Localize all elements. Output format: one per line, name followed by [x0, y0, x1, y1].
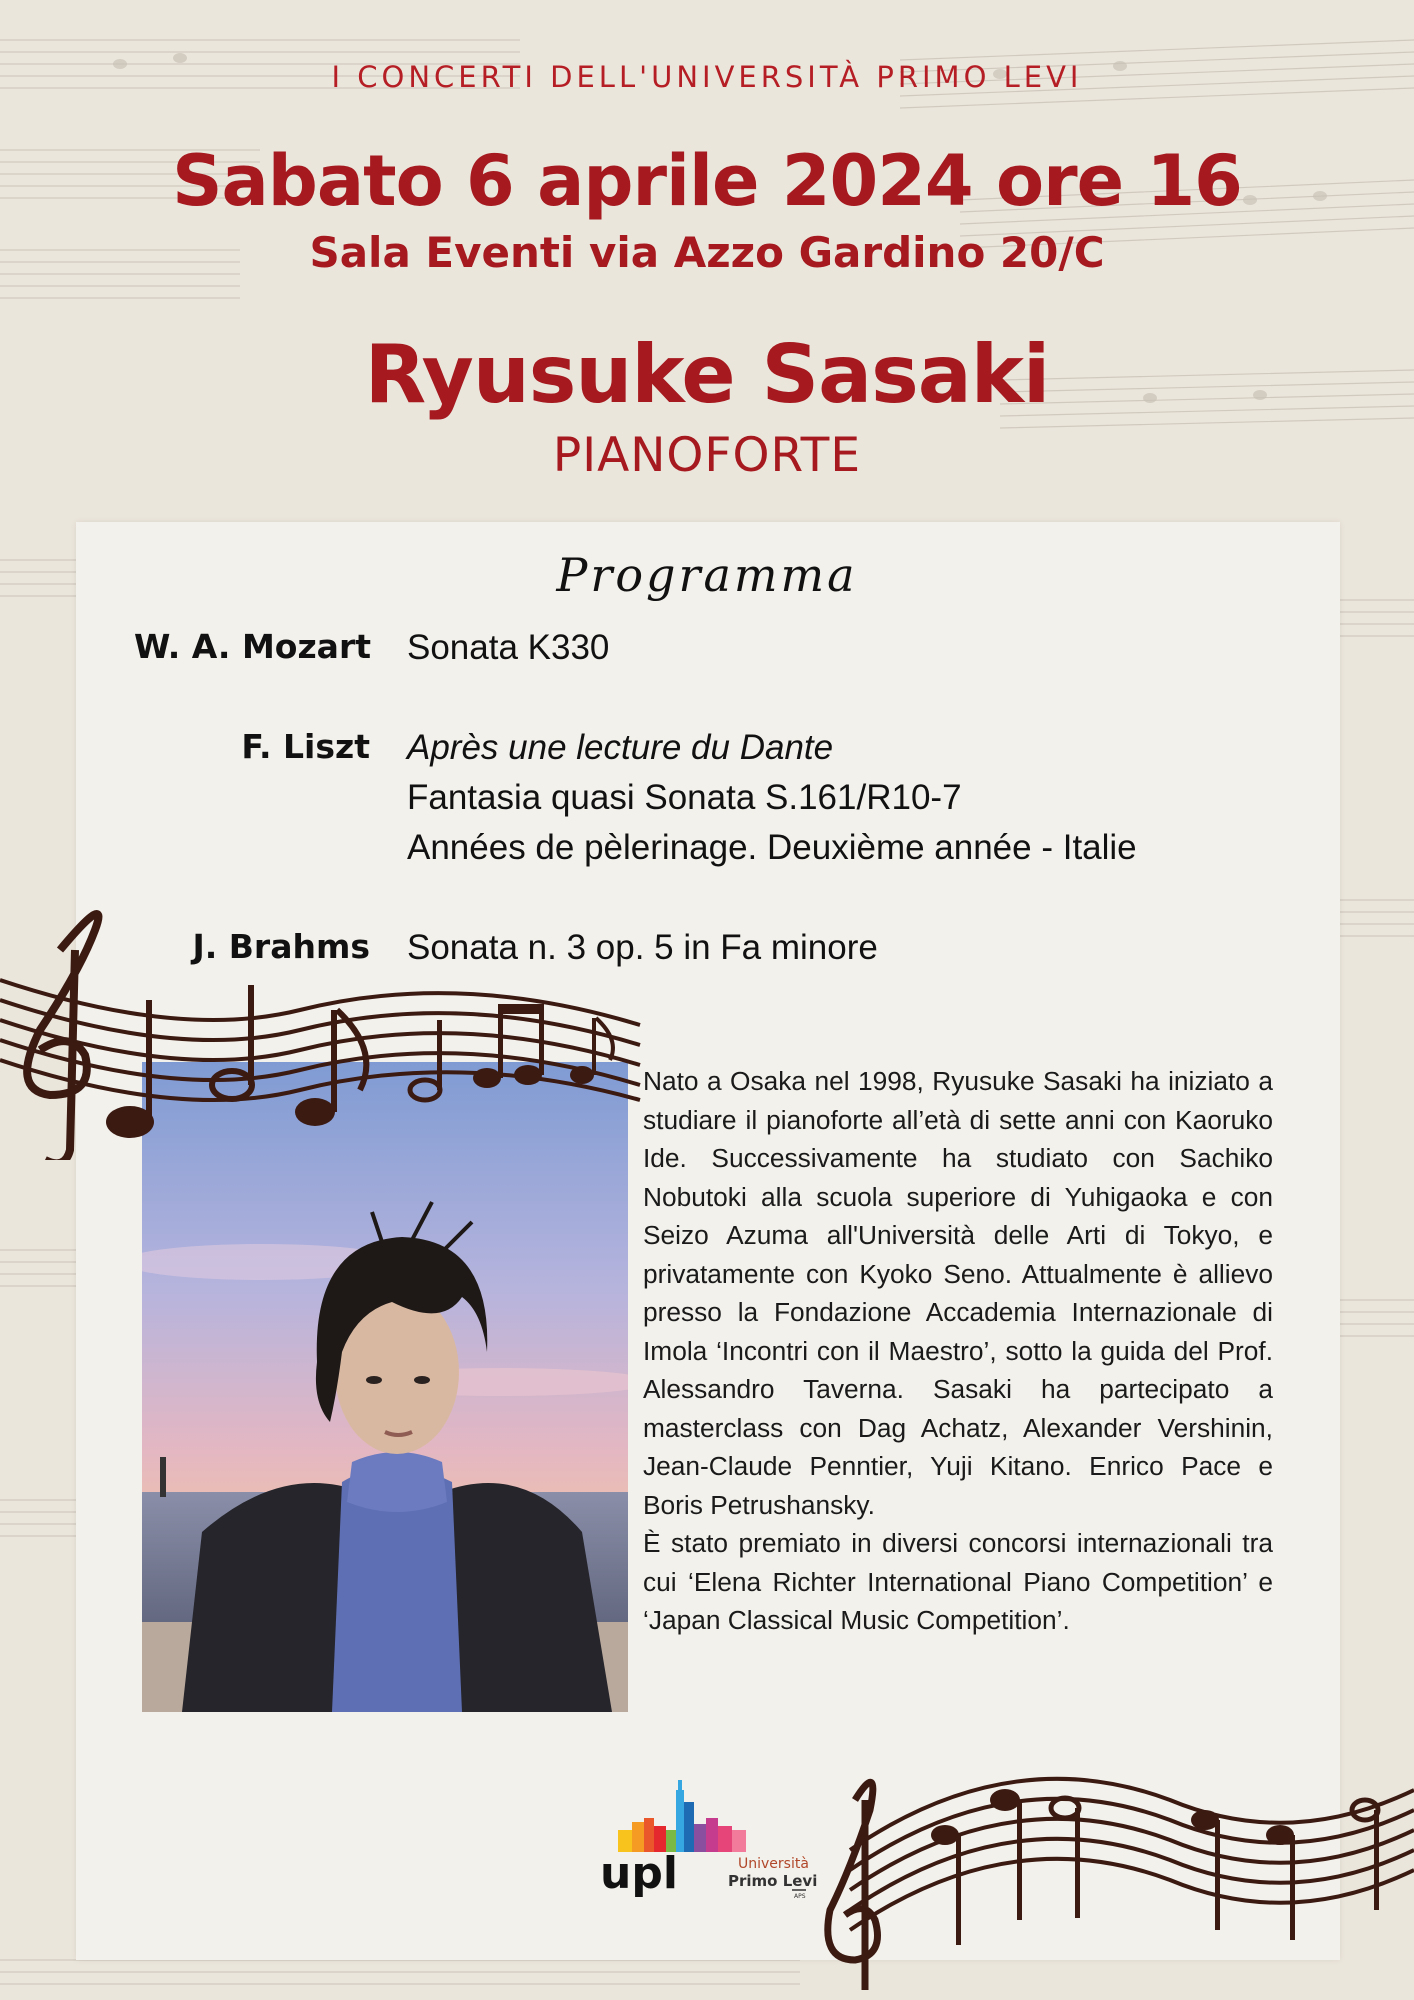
city-skyline-icon — [618, 1780, 746, 1852]
music-staff-decoration-bottom — [810, 1740, 1414, 2000]
composer-name: W. A. Mozart — [134, 627, 371, 666]
artist-biography — [643, 1062, 1273, 1640]
logo-mark: upl — [600, 1848, 678, 1899]
university-logo — [596, 1778, 822, 1900]
event-venue: Sala Eventi via Azzo Gardino 20/C — [309, 228, 1105, 277]
work-title: Après une lecture du Dante — [407, 728, 834, 767]
work-collection: Années de pèlerinage. Deuxième année - Italie — [407, 828, 1137, 867]
program-title: Programma — [556, 548, 858, 602]
work-title: Sonata n. 3 op. 5 in Fa minore — [407, 928, 878, 967]
composer-name: F. Liszt — [241, 727, 370, 766]
logo-line2: Primo Levi — [728, 1872, 818, 1890]
work-subtitle: Fantasia quasi Sonata S.161/R10-7 — [407, 778, 962, 817]
bio-paragraph: È stato premiato in diversi concorsi internazionali tra cui ‘Elena Richter International Piano Competition’ e ‘Japan Classical Music Competition’. — [643, 1528, 1273, 1635]
artist-name: Ryusuke Sasaki — [364, 328, 1050, 421]
event-date: Sabato 6 aprile 2024 ore 16 — [172, 140, 1242, 222]
work-title: Sonata K330 — [407, 628, 610, 667]
logo-line1: Università — [738, 1856, 809, 1872]
composer-name: J. Brahms — [192, 927, 370, 966]
bio-paragraph: Nato a Osaka nel 1998, Ryusuke Sasaki ha iniziato a studiare il pianoforte all’età di sette anni con Kaoruko Ide. Successivamente ha studiato con Sachiko Nobutoki alla scuola superiore di Yuhigaoka e con Seizo Azuma all'Università delle Arti di Tokyo, e privatamente con Kyoko Seno. Attualmente è allievo presso la Fondazione Accademia Internazionale di Imola ‘Incontri con il Maestro’, sotto la guida del Prof. Alessandro Taverna. Sasaki ha partecipato a masterclass con Dag Achatz, Alexander Vershinin, Jean-Claude Penntier, Yuji Kitano. Enrico Pace e Boris Petrushansky. — [643, 1066, 1273, 1520]
concert-series-title: I CONCERTI DELL'UNIVERSITÀ PRIMO LEVI — [331, 60, 1083, 94]
music-staff-decoration-top — [0, 890, 650, 1160]
instrument-label: PIANOFORTE — [552, 428, 862, 483]
logo-line3: APS — [794, 1893, 806, 1900]
